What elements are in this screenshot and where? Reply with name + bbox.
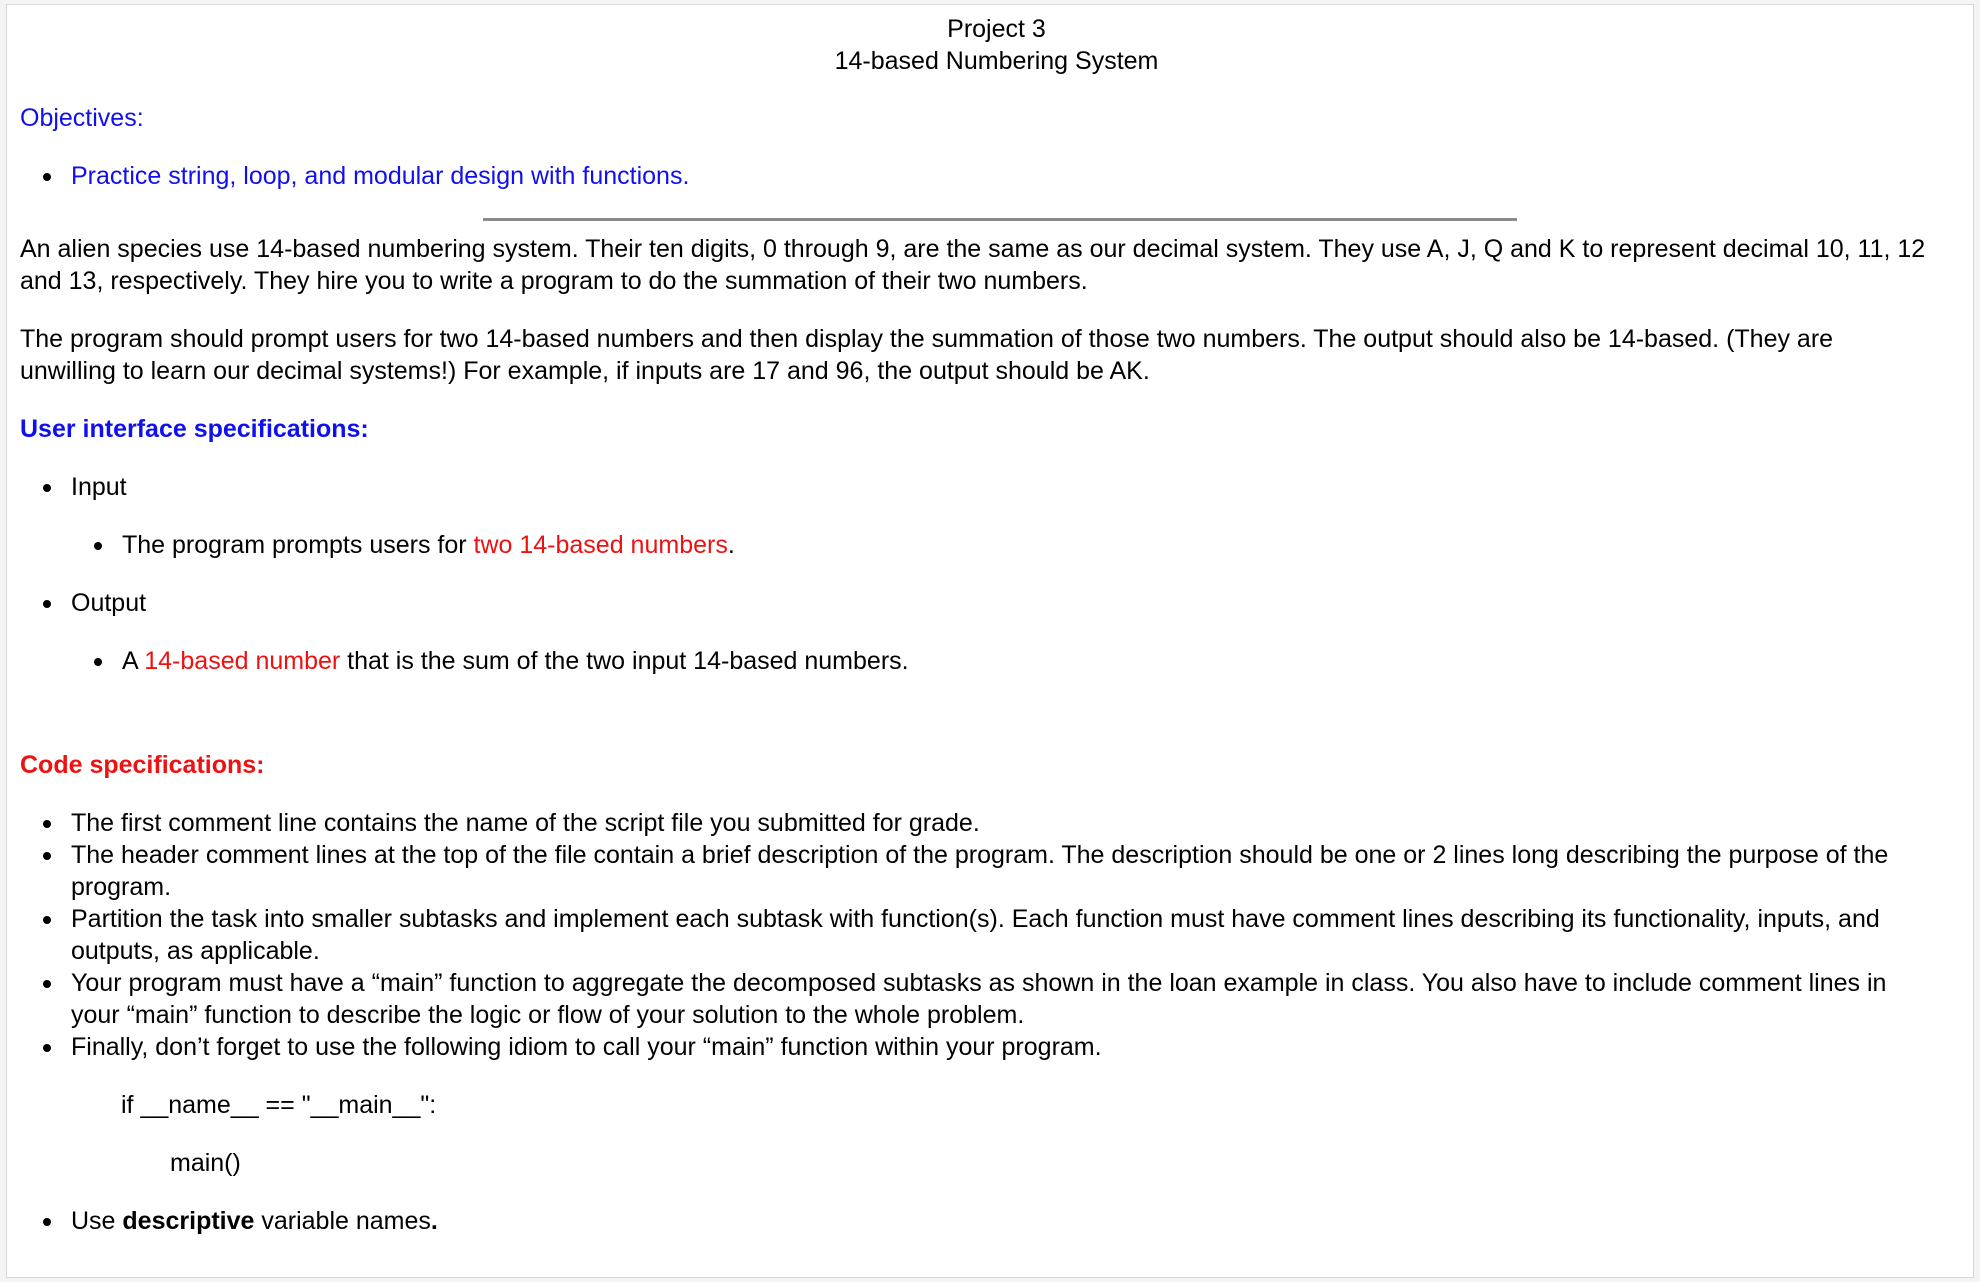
code-spec-item: Finally, don’t forget to use the following idiom to call your “main” function within your program. xyxy=(71,1031,1933,1063)
objective-item: Practice string, loop, and modular design with functions. xyxy=(71,160,1933,192)
ui-specs-heading: User interface specifications: xyxy=(20,415,369,443)
objectives-heading: Objectives: xyxy=(20,104,144,132)
input-detail xyxy=(122,529,1933,561)
output-detail xyxy=(122,645,1933,677)
code-spec-item: Partition the task into smaller subtasks and implement each subtask with function(s). Each function must have comment lines describing its functionality, inputs, and outputs, as applicable. xyxy=(71,903,1933,967)
objectives-list xyxy=(20,160,1933,192)
descriptive-bold: descriptive xyxy=(122,1207,255,1235)
descriptive-period: . xyxy=(430,1207,438,1235)
descriptive-prefix: Use xyxy=(71,1207,123,1235)
output-sub-list xyxy=(71,645,1933,677)
code-line-main-call: main() xyxy=(170,1149,241,1177)
ui-spec-input xyxy=(71,471,1933,561)
code-specs-heading: Code specifications: xyxy=(20,751,265,779)
input-detail-highlight: two 14-based numbers xyxy=(473,531,728,559)
page-title xyxy=(20,13,1933,77)
output-label: Output xyxy=(71,589,147,617)
document-page xyxy=(6,4,1974,1278)
output-detail-highlight: 14-based number xyxy=(144,647,341,675)
intro-paragraph-1: An alien species use 14-based numbering system. Their ten digits, 0 through 9, are the same as our decimal system. They use A, J, Q and K to represent decimal 10, 11, 12 and 13, respectively. They hire you to write a program to do the summation of their two numbers. xyxy=(20,235,1926,295)
input-label: Input xyxy=(71,473,127,501)
code-spec-item: The header comment lines at the top of the file contain a brief description of the program. The description should be one or 2 lines long describing the purpose of the program. xyxy=(71,839,1933,903)
ui-spec-output xyxy=(71,587,1933,677)
code-spec-item: Your program must have a “main” function to aggregate the decomposed subtasks as shown in the loan example in class. You also have to include comment lines in your “main” function to describe the logic or flow of your solution to the whole problem. xyxy=(71,967,1933,1031)
code-specs-list-continued xyxy=(20,1205,1933,1237)
code-spec-item-descriptive xyxy=(71,1205,1933,1237)
code-idiom-block xyxy=(20,1089,1933,1179)
title-line-1: Project 3 xyxy=(947,15,1046,43)
output-detail-suffix: that is the sum of the two input 14-based numbers. xyxy=(340,647,909,675)
descriptive-suffix: variable names xyxy=(254,1207,431,1235)
horizontal-divider xyxy=(483,218,1517,221)
input-sub-list xyxy=(71,529,1933,561)
input-detail-suffix: . xyxy=(727,531,735,559)
document-content xyxy=(7,5,1973,1237)
code-line-if: if __name__ == "__main__": xyxy=(121,1091,437,1119)
ui-specs-list xyxy=(20,471,1933,677)
title-line-2: 14-based Numbering System xyxy=(834,47,1159,75)
code-spec-item: The first comment line contains the name of the script file you submitted for grade. xyxy=(71,807,1933,839)
input-detail-prefix: The program prompts users for xyxy=(122,531,474,559)
intro-paragraph-2: The program should prompt users for two 14-based numbers and then display the summation of those two numbers. The output should also be 14-based. (They are unwilling to learn our decimal systems!) For example, if inputs are 17 and 96, the output should be AK. xyxy=(20,325,1834,385)
code-specs-list xyxy=(20,807,1933,1063)
output-detail-prefix: A xyxy=(122,647,145,675)
